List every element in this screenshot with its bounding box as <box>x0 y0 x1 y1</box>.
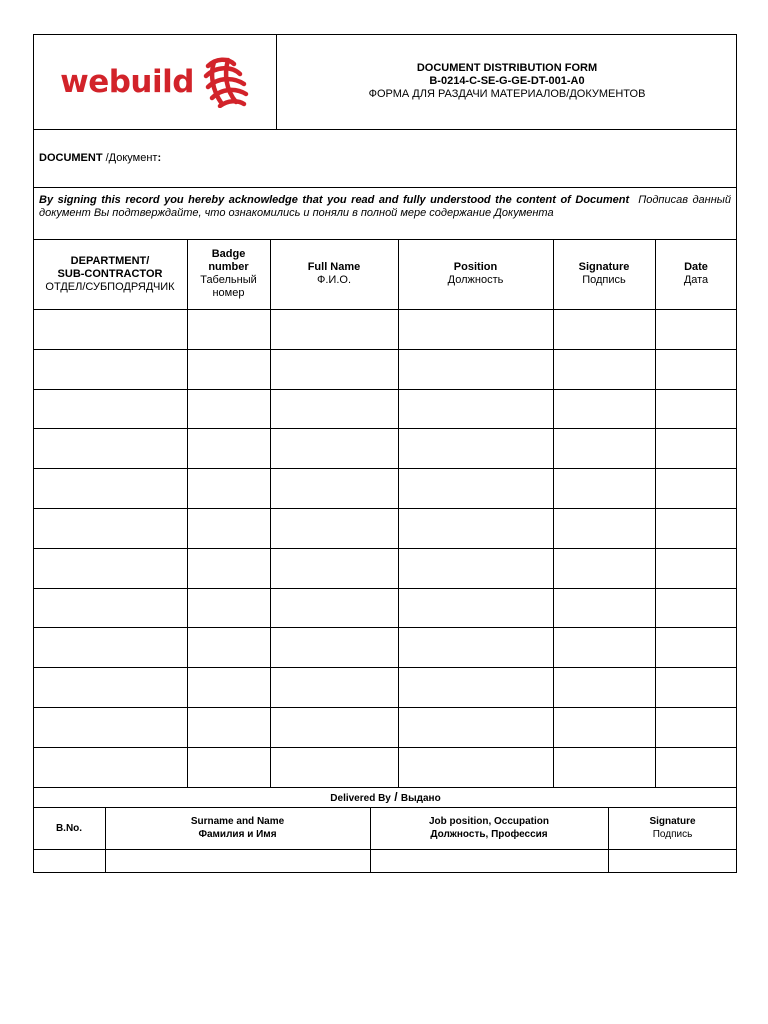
table-cell[interactable] <box>188 350 270 388</box>
table-cell[interactable] <box>34 628 187 666</box>
table-cell[interactable] <box>399 708 553 746</box>
logo-emblem-icon <box>202 56 250 108</box>
table-cell[interactable] <box>271 628 398 666</box>
column-header <box>187 239 270 309</box>
form-code: B-0214-C-SE-G-GE-DT-001-A0 <box>429 75 585 87</box>
table-cell[interactable] <box>271 310 398 348</box>
table-cell[interactable] <box>34 310 187 348</box>
table-cell[interactable] <box>188 469 270 507</box>
form-title-ru: ФОРМА ДЛЯ РАЗДАЧИ МАТЕРИАЛОВ/ДОКУМЕНТОВ <box>368 88 646 100</box>
table-cell[interactable] <box>399 668 553 706</box>
table-cell[interactable] <box>34 350 187 388</box>
table-cell[interactable] <box>271 549 398 587</box>
delivered-by-slash: / <box>390 790 401 804</box>
delivered-header-en: B.No. <box>55 822 83 834</box>
column-header-ru: Табельный номер <box>200 274 257 299</box>
table-cell[interactable] <box>34 549 187 587</box>
table-cell[interactable] <box>34 429 187 467</box>
column-header <box>655 239 737 309</box>
acknowledgement-ru: Подписав данный документ Вы подтверждайте, что ознакомились и поняли в полной мере содержание Документа <box>39 194 731 219</box>
table-cell[interactable] <box>188 390 270 428</box>
table-cell[interactable] <box>34 748 187 786</box>
table-cell[interactable] <box>554 509 655 547</box>
table-cell[interactable] <box>554 469 655 507</box>
column-header-en: Signature <box>578 261 630 273</box>
table-cell[interactable] <box>271 708 398 746</box>
delivered-column-header <box>608 807 737 849</box>
table-cell[interactable] <box>656 390 737 428</box>
column-header-ru: Дата <box>683 274 709 286</box>
table-cell[interactable] <box>34 589 187 627</box>
table-cell[interactable] <box>399 748 553 786</box>
delivered-header-ru: Фамилия и Имя <box>198 829 277 840</box>
table-cell[interactable] <box>188 748 270 786</box>
table-cell[interactable] <box>656 549 737 587</box>
table-cell[interactable] <box>399 628 553 666</box>
table-cell[interactable] <box>554 668 655 706</box>
table-cell[interactable] <box>271 748 398 786</box>
table-cell[interactable] <box>399 469 553 507</box>
column-header-en: DEPARTMENT/ SUB-CONTRACTOR <box>57 254 163 280</box>
table-cell[interactable] <box>656 589 737 627</box>
column-header-ru: Должность <box>447 274 504 286</box>
delivered-by-ru: Выдано <box>400 793 441 804</box>
acknowledgement-en: By signing this record you hereby acknowledge that you read and fully understood the content of Document <box>39 194 630 206</box>
table-cell[interactable] <box>271 390 398 428</box>
table-cell[interactable] <box>188 589 270 627</box>
table-cell[interactable] <box>554 390 655 428</box>
acknowledgement-text <box>39 194 731 220</box>
delivered-cell[interactable] <box>609 850 737 871</box>
delivered-by-title <box>34 787 737 807</box>
table-cell[interactable] <box>656 429 737 467</box>
table-cell[interactable] <box>656 628 737 666</box>
table-cell[interactable] <box>554 429 655 467</box>
table-cell[interactable] <box>399 429 553 467</box>
table-cell[interactable] <box>188 310 270 348</box>
column-header-en: Position <box>453 261 498 273</box>
table-cell[interactable] <box>399 310 553 348</box>
form-title: DOCUMENT DISTRIBUTION FORM <box>416 62 598 74</box>
column-header <box>33 239 187 309</box>
table-cell[interactable] <box>34 668 187 706</box>
table-cell[interactable] <box>34 469 187 507</box>
document-label: DOCUMENT <box>39 152 103 164</box>
form-title-block <box>277 34 737 129</box>
document-label-ru: /Документ <box>102 152 158 164</box>
column-header-ru: ОТДЕЛ/СУБПОДРЯДЧИК <box>45 280 175 293</box>
delivered-header-ru: Подпись <box>652 829 693 840</box>
column-header-en: Date <box>684 261 708 273</box>
table-cell[interactable] <box>271 589 398 627</box>
delivered-header-en: Signature <box>649 816 696 827</box>
table-cell[interactable] <box>554 310 655 348</box>
table-cell[interactable] <box>399 390 553 428</box>
table-cell[interactable] <box>554 708 655 746</box>
document-bottom-line <box>33 187 737 188</box>
delivered-column-header <box>370 807 608 849</box>
delivered-column-header <box>33 807 105 849</box>
table-cell[interactable] <box>656 350 737 388</box>
delivered-header-en: Job position, Occupation <box>429 816 549 827</box>
logo-wordmark: webuild <box>60 63 194 100</box>
column-header-ru: Ф.И.О. <box>317 274 351 286</box>
table-cell[interactable] <box>554 589 655 627</box>
document-colon: : <box>157 152 162 164</box>
table-cell[interactable] <box>399 350 553 388</box>
table-cell[interactable] <box>399 509 553 547</box>
table-cell[interactable] <box>188 668 270 706</box>
table-cell[interactable] <box>656 469 737 507</box>
table-cell[interactable] <box>554 748 655 786</box>
delivered-column-header <box>105 807 370 849</box>
table-cell[interactable] <box>554 350 655 388</box>
table-cell[interactable] <box>656 668 737 706</box>
table-cell[interactable] <box>188 429 270 467</box>
delivered-header-en: Surname and Name <box>190 816 285 827</box>
table-cell[interactable] <box>188 509 270 547</box>
table-cell[interactable] <box>271 429 398 467</box>
column-header <box>270 239 398 309</box>
table-cell[interactable] <box>399 549 553 587</box>
delivered-by-en: Delivered By <box>330 793 391 804</box>
delivered-header-ru: Должность, Профессия <box>430 829 548 840</box>
table-cell[interactable] <box>271 469 398 507</box>
delivered-cell[interactable] <box>34 850 105 871</box>
table-cell[interactable] <box>34 390 187 428</box>
table-cell[interactable] <box>656 509 737 547</box>
column-header-ru: Подпись <box>582 274 626 286</box>
table-cell[interactable] <box>399 589 553 627</box>
table-cell[interactable] <box>188 549 270 587</box>
column-header <box>553 239 655 309</box>
column-header-en: Full Name <box>307 261 361 273</box>
delivered-cell[interactable] <box>371 850 608 871</box>
table-cell[interactable] <box>188 708 270 746</box>
table-cell[interactable] <box>554 628 655 666</box>
table-cell[interactable] <box>34 509 187 547</box>
table-cell[interactable] <box>656 708 737 746</box>
document-field[interactable] <box>39 148 729 162</box>
column-header <box>398 239 553 309</box>
table-cell[interactable] <box>656 748 737 786</box>
delivered-cell[interactable] <box>106 850 370 871</box>
table-cell[interactable] <box>554 549 655 587</box>
table-cell[interactable] <box>188 628 270 666</box>
table-cell[interactable] <box>34 708 187 746</box>
column-header-en: Badge number <box>208 248 249 273</box>
logo-area <box>34 34 276 129</box>
table-cell[interactable] <box>271 668 398 706</box>
table-cell[interactable] <box>271 350 398 388</box>
table-cell[interactable] <box>271 509 398 547</box>
table-cell[interactable] <box>656 310 737 348</box>
header-bottom-line <box>33 129 737 130</box>
